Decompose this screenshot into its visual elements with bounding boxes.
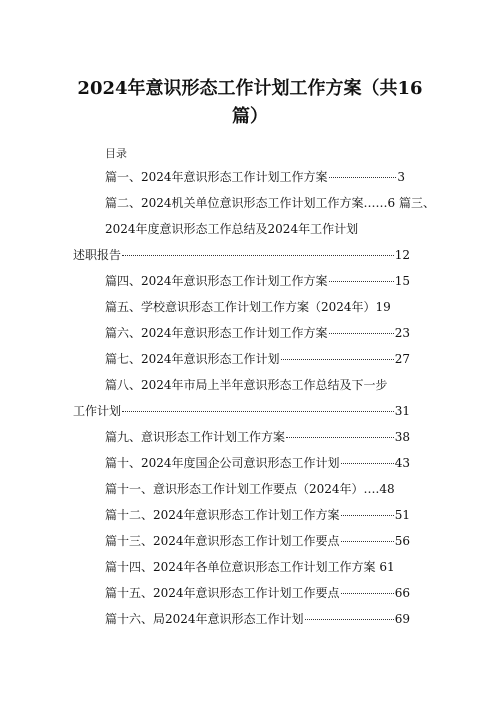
- toc-leader-dots: [286, 437, 394, 438]
- toc-entry-label: 篇十五、2024年意识形态工作计划工作要点: [105, 586, 340, 600]
- toc-entry-page: 66: [394, 586, 410, 600]
- document-title-line2: 篇）: [232, 106, 268, 127]
- toc-leader-dots: [305, 619, 394, 620]
- toc-entry[interactable]: [105, 480, 410, 498]
- toc-leader-dots: [329, 281, 394, 282]
- toc-entry-label: 篇五、学校意识形态工作计划工作方案（2024年）19: [105, 300, 391, 314]
- toc-entry[interactable]: [105, 298, 410, 316]
- toc-entry-label: 篇八、2024年市局上半年意识形态工作总结及下一步: [105, 378, 388, 392]
- toc-entry-page: 15: [394, 274, 410, 288]
- toc-entry-page: 12: [394, 248, 410, 262]
- toc-entry[interactable]: [105, 584, 410, 602]
- toc-entry-label: 篇二、2024机关单位意识形态工作计划工作方案……6 篇三、: [105, 196, 435, 210]
- toc-entry-label: 篇十一、意识形态工作计划工作要点（2024年）….48: [105, 482, 395, 496]
- toc-entry-label: 篇十三、2024年意识形态工作计划工作要点: [105, 534, 340, 548]
- toc-entry-label: 篇六、2024年意识形态工作计划工作方案: [105, 326, 328, 340]
- toc-leader-dots: [329, 333, 394, 334]
- toc-entry[interactable]: [105, 454, 410, 472]
- toc-entry[interactable]: [105, 324, 410, 342]
- toc-entry-page: 27: [394, 352, 410, 366]
- toc-entry-label: 篇十四、2024年各单位意识形态工作计划工作方案 61: [105, 560, 395, 574]
- toc-leader-dots: [341, 515, 394, 516]
- toc-entry[interactable]: [73, 246, 410, 264]
- toc-entry[interactable]: [105, 220, 435, 238]
- toc-entry[interactable]: [105, 610, 410, 628]
- toc-entry-label: 述职报告: [73, 248, 122, 262]
- toc-entry-label: 2024年度意识形态工作总结及2024年工作计划: [105, 222, 359, 236]
- toc-entry[interactable]: [105, 506, 410, 524]
- toc-leader-dots: [341, 593, 394, 594]
- toc-entry[interactable]: [105, 532, 410, 550]
- toc-leader-dots: [341, 541, 394, 542]
- toc-leader-dots: [329, 177, 397, 178]
- toc-entry[interactable]: [105, 194, 435, 212]
- toc-entry-label: 篇四、2024年意识形态工作计划工作方案: [105, 274, 328, 288]
- toc-entry-page: 3: [397, 170, 405, 184]
- toc-entry-label: 篇七、2024年意识形态工作计划: [105, 352, 280, 366]
- toc-entry[interactable]: [105, 558, 410, 576]
- toc-entry-page: 23: [394, 326, 410, 340]
- toc-entry-label: 篇九、意识形态工作计划工作方案: [105, 430, 286, 444]
- toc-entry-page: 43: [394, 456, 410, 470]
- toc-entry-label: 篇十、2024年度国企公司意识形态工作计划: [105, 456, 340, 470]
- toc-entry-page: 69: [394, 612, 410, 626]
- toc-entry[interactable]: [73, 402, 410, 420]
- toc-entry-page: 38: [394, 430, 410, 444]
- toc-entry-label: 工作计划: [73, 404, 122, 418]
- toc-entry-page: 51: [394, 508, 410, 522]
- toc-entry-label: 篇一、2024年意识形态工作计划工作方案: [105, 170, 328, 184]
- toc-leader-dots: [122, 411, 394, 412]
- toc-entry[interactable]: [105, 428, 410, 446]
- toc-entry-page: 31: [394, 404, 410, 418]
- toc-entry[interactable]: [105, 272, 410, 290]
- toc-leader-dots: [122, 255, 394, 256]
- toc-entry[interactable]: [105, 168, 405, 186]
- toc-heading: 目录: [105, 147, 127, 160]
- toc-leader-dots: [281, 359, 394, 360]
- document-title: [40, 76, 460, 130]
- toc-entry[interactable]: [105, 350, 410, 368]
- toc-entry[interactable]: [105, 376, 425, 394]
- document-title-line1: 2024年意识形态工作计划工作方案（共16: [77, 78, 423, 99]
- toc-entry-label: 篇十六、局2024年意识形态工作计划: [105, 612, 304, 626]
- toc-entry-page: 56: [394, 534, 410, 548]
- toc-leader-dots: [341, 463, 394, 464]
- toc-entry-label: 篇十二、2024年意识形态工作计划工作方案: [105, 508, 340, 522]
